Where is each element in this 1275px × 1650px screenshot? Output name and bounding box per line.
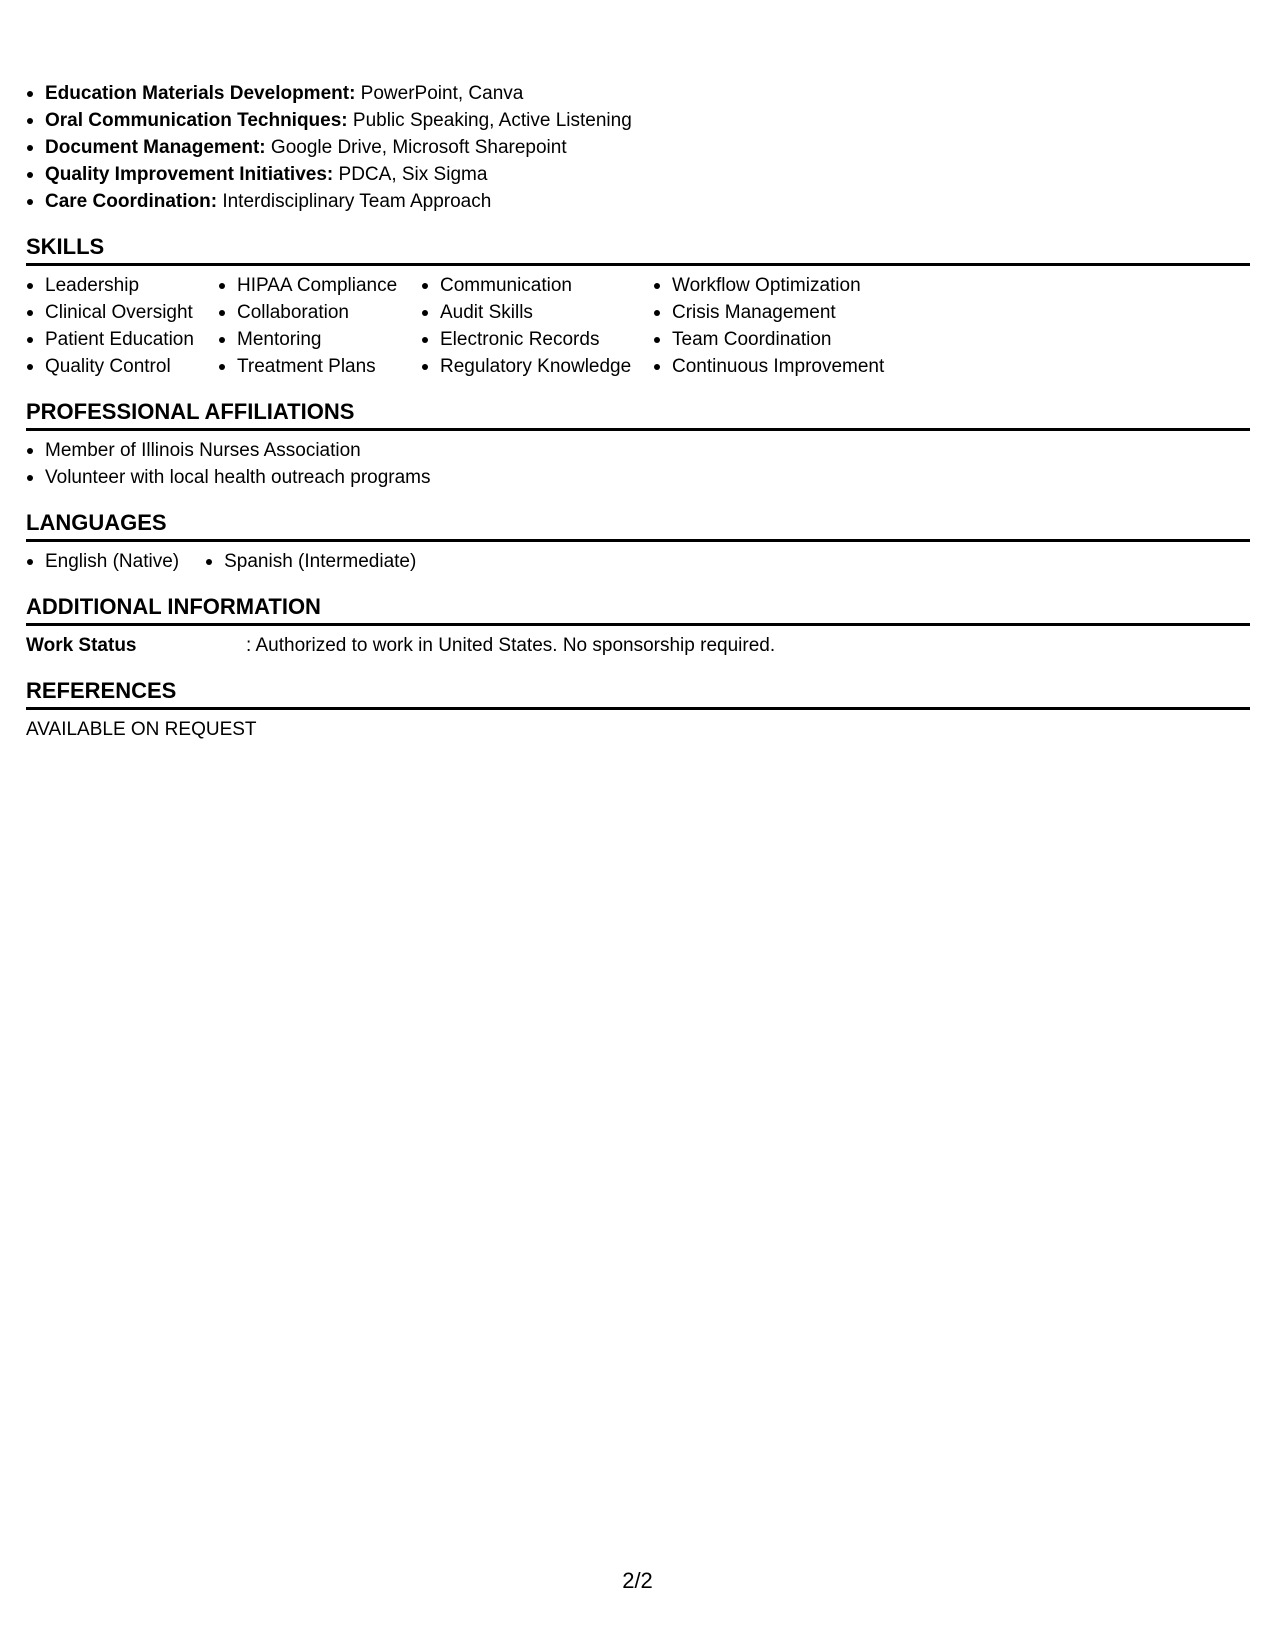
language-item: Spanish (Intermediate) [205,548,416,575]
section-title-affiliations: PROFESSIONAL AFFILIATIONS [26,398,1250,431]
section-title-skills: SKILLS [26,233,1250,266]
resume-page [26,80,1250,743]
skill-item: Regulatory Knowledge [421,353,653,380]
skills-column [653,272,913,380]
tools-list [26,80,1250,215]
language-item: English (Native) [26,548,179,575]
references-text: AVAILABLE ON REQUEST [26,719,257,740]
skill-item: Treatment Plans [218,353,421,380]
list-item [26,107,1250,134]
affiliation-item: Member of Illinois Nurses Association [26,437,1250,464]
tool-value: PDCA, Six Sigma [333,164,488,185]
skills-column [218,272,421,380]
affiliations-section [26,398,1250,491]
skill-item: Communication [421,272,653,299]
tool-label: Oral Communication Techniques: [45,110,348,131]
work-status-label: Work Status [26,635,137,656]
tool-label: Quality Improvement Initiatives: [45,164,334,185]
skill-item: Mentoring [218,326,421,353]
tool-label: Education Materials Development: [45,83,356,104]
skill-item: Continuous Improvement [653,353,913,380]
skill-item: Collaboration [218,299,421,326]
languages-list [26,548,1250,575]
skill-item: Crisis Management [653,299,913,326]
skills-column [26,272,218,380]
skills-grid [26,272,1250,380]
references-section [26,677,1250,743]
tool-label: Document Management: [45,137,266,158]
work-status-row [26,632,1250,659]
affiliation-item: Volunteer with local health outreach programs [26,464,1250,491]
tool-value: PowerPoint, Canva [355,83,524,104]
affiliations-list [26,437,1250,491]
languages-section [26,509,1250,575]
section-title-languages: LANGUAGES [26,509,1250,542]
tool-label: Care Coordination: [45,191,218,212]
skill-item: HIPAA Compliance [218,272,421,299]
skill-item: Leadership [26,272,218,299]
skill-item: Patient Education [26,326,218,353]
tool-value: Google Drive, Microsoft Sharepoint [265,137,567,158]
section-title-references: REFERENCES [26,677,1250,710]
skill-item: Clinical Oversight [26,299,218,326]
skill-item: Quality Control [26,353,218,380]
tool-value: Interdisciplinary Team Approach [217,191,492,212]
section-title-additional-info: ADDITIONAL INFORMATION [26,593,1250,626]
work-status-value: : Authorized to work in United States. No sponsorship required. [246,635,776,656]
list-item [26,80,1250,107]
list-item [26,161,1250,188]
skill-item: Workflow Optimization [653,272,913,299]
skills-section [26,233,1250,380]
tool-value: Public Speaking, Active Listening [347,110,632,131]
skill-item: Team Coordination [653,326,913,353]
skill-item: Audit Skills [421,299,653,326]
skill-item: Electronic Records [421,326,653,353]
page-number: 2/2 [622,1568,653,1593]
list-item [26,134,1250,161]
list-item [26,188,1250,215]
additional-info-section [26,593,1250,659]
skills-column [421,272,653,380]
